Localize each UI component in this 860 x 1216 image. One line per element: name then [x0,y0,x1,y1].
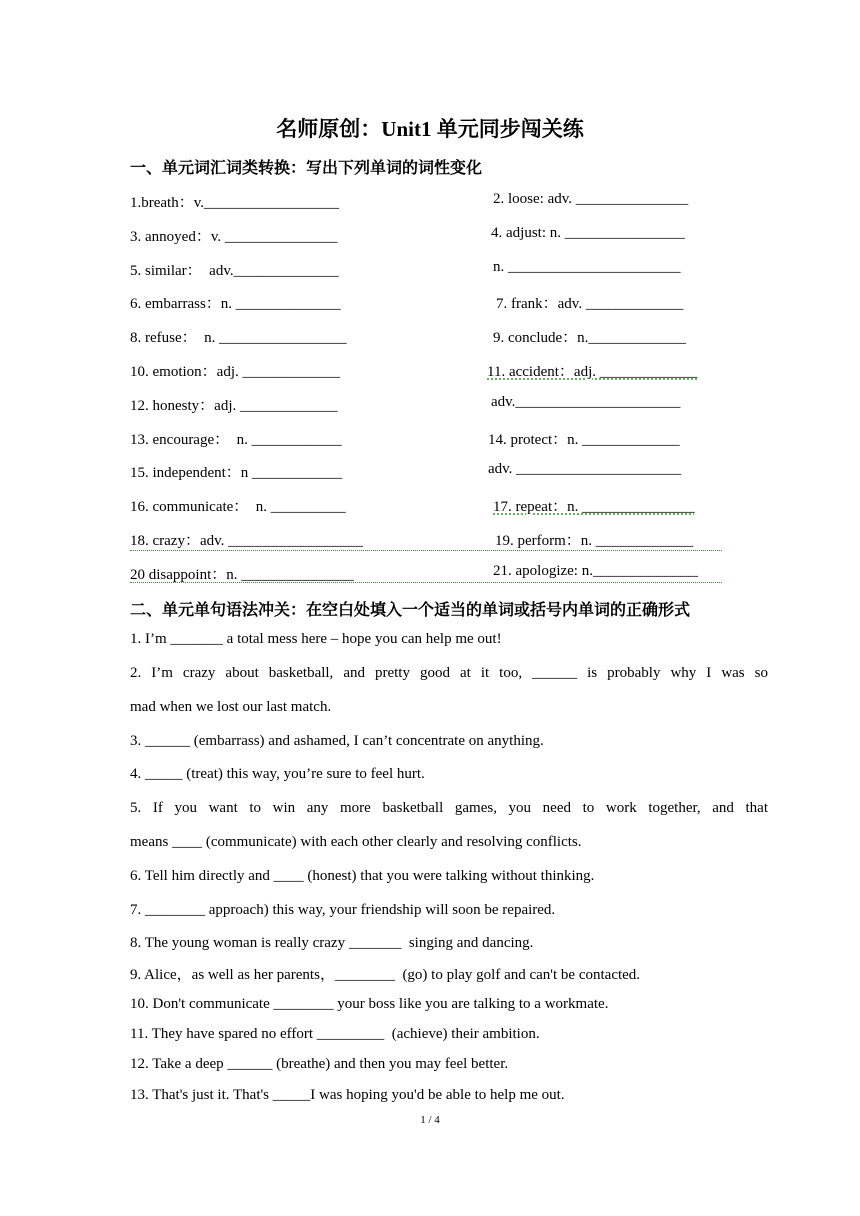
page-title: 名师原创：Unit1 单元同步闯关练 [276,117,584,141]
question-item: 8. The young woman is really crazy _______ singing and dancing. [130,935,534,951]
vocab-row [0,394,860,418]
question-item: 2. I’m crazy about basketball, and pretty good at it too, ______ is probably why I was so [130,665,768,681]
vocab-left: 10. emotion：adj. _____________ [130,364,340,380]
question-item: means ____ (communicate) with each other clearly and resolving conflicts. [130,834,582,850]
vocab-row [0,461,860,485]
question-item: 7. ________ approach) this way, your friendship will soon be repaired. [130,902,556,918]
question-item: 3. ______ (embarrass) and ashamed, I can’t concentrate on anything. [130,733,544,749]
vocab-left: 18. crazy：adv. __________________ [130,533,364,549]
vocab-row [0,259,860,283]
question-item: 13. That's just it. That's _____I was hoping you'd be able to help me out. [130,1087,565,1103]
vocab-right: adv.______________________ [491,394,681,410]
vocab-row [0,225,860,249]
question-item: mad when we lost our last match. [130,699,332,715]
section-1-heading: 一、单元词汇词类转换：写出下列单词的词性变化 [130,158,483,177]
section-2-heading: 二、单元单句语法冲关：在空白处填入一个适当的单词或括号内单词的正确形式 [130,600,691,619]
question-item: 9. Alice，as well as her parents，________ (go) to play golf and can't be contacted. [130,967,641,983]
vocab-right: 21. apologize: n.______________ [493,563,698,579]
question-item: 12. Take a deep ______ (breathe) and then you may feel better. [130,1056,509,1072]
vocab-row [0,191,860,215]
vocab-row [0,495,860,519]
page-number: 1 / 4 [420,1114,440,1126]
question-item: 6. Tell him directly and ____ (honest) that you were talking without thinking. [130,868,595,884]
vocab-left: 5. similar： adv.______________ [130,263,339,279]
grammar-check-underline [130,582,722,583]
vocab-left: 3. annoyed：v. _______________ [130,229,338,245]
question-item: 4. _____ (treat) this way, you’re sure to feel hurt. [130,766,425,782]
vocab-row [0,428,860,452]
vocab-right: n. _______________________ [493,259,681,275]
vocab-left: 20 disappoint：n. _______________ [130,567,354,583]
vocab-row [0,292,860,316]
vocab-right: adv. ______________________ [488,461,682,477]
vocab-right: 9. conclude：n._____________ [493,330,686,346]
vocab-right: 17. repeat：n. _______________ [493,499,695,515]
vocab-right: 14. protect：n. _____________ [488,432,680,448]
question-item: 1. I’m _______ a total mess here – hope you can help me out! [130,631,502,647]
vocab-left: 1.breath：v.__________________ [130,195,340,211]
vocab-row [0,326,860,350]
vocab-right: 19. perform：n. _____________ [495,533,694,549]
question-item: 10. Don't communicate ________ your boss like you are talking to a workmate. [130,996,609,1012]
vocab-left: 15. independent：n ____________ [130,465,343,481]
vocab-right: 2. loose: adv. _______________ [493,191,689,207]
question-item: 5. If you want to win any more basketball games, you need to work together, and that [130,800,768,816]
vocab-left: 13. encourage： n. ____________ [130,432,342,448]
vocab-row [0,360,860,384]
vocab-right: 4. adjust: n. ________________ [491,225,685,241]
vocab-row [0,563,860,587]
vocab-left: 8. refuse： n. _________________ [130,330,347,346]
vocab-left: 12. honesty：adj. _____________ [130,398,338,414]
vocab-right: 11. accident：adj. _____________ [487,364,698,380]
grammar-check-underline [130,550,722,551]
question-item: 11. They have spared no effort _________ (achieve) their ambition. [130,1026,540,1042]
vocab-right: 7. frank：adv. _____________ [496,296,684,312]
vocab-left: 6. embarrass：n. ______________ [130,296,341,312]
vocab-left: 16. communicate： n. __________ [130,499,346,515]
